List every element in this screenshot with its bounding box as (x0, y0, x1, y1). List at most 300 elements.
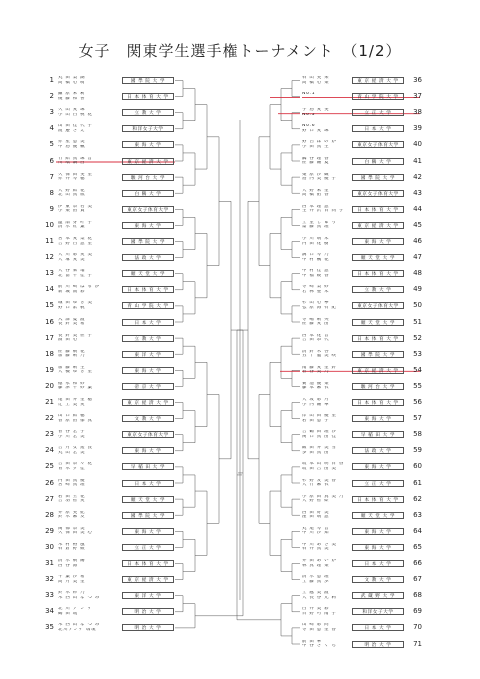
draw-number: 49 (413, 285, 422, 294)
player-name: 小 山 白 桃 花 (58, 112, 93, 117)
school-box: 立 教 大 学 (122, 109, 174, 116)
draw-number: 67 (413, 575, 422, 584)
school-box: 立 正 大 学 (122, 544, 174, 551)
draw-entry (0, 318, 480, 327)
player-name: 清 水 恵 理 (302, 575, 330, 580)
player-name: 上 越 美 波 (302, 591, 330, 596)
draw-number: 50 (413, 301, 422, 310)
player-name: 温 品 芽 叶 子 (58, 220, 93, 225)
draw-number: 71 (413, 639, 422, 648)
draw-number: 12 (45, 253, 54, 262)
player-name: 高 橋 心 菜 (302, 80, 330, 85)
player-name: 石 倉 野 綾 (58, 547, 86, 552)
draw-number: 69 (413, 607, 422, 616)
player-name: 曽 原 由 郁 真 (58, 418, 93, 423)
player-name: 小 川 萌 未 (302, 237, 330, 241)
player-pair (302, 511, 348, 520)
player-name: 木 西 山 な つ み (58, 623, 101, 628)
school-box: 青 山 学 院 大 学 (122, 302, 174, 309)
player-name: 高 橋 心 萌 (58, 80, 86, 85)
player-name: 藤 津 千 紗 葉 (58, 386, 93, 391)
player-name: 藤 本 麻 衣 (302, 386, 330, 391)
player-name: 野 口 紫 帆 (58, 305, 86, 310)
school-box: 日 本 体 育 大 学 (122, 93, 174, 100)
draw-number: 1 (49, 76, 54, 84)
player-name: 窪 田 萌 恵 (302, 515, 330, 520)
player-name: 中 谷 さ く ら (302, 644, 337, 648)
player-name: 久 保 田 実 里 (58, 172, 93, 177)
player-name: 西 谷 凛 (58, 563, 78, 568)
draw-entry (0, 350, 480, 359)
school-box: 日 本 大 学 (352, 624, 404, 631)
school-box: 東 京 経 済 大 学 (122, 158, 174, 165)
draw-number: 28 (45, 510, 54, 519)
player-name: 岩 田 恵 子 (302, 418, 330, 423)
school-box: 國 學 院 大 学 (352, 174, 404, 181)
player-name: 中 村 楓 花 (302, 257, 330, 262)
draw-entry (0, 269, 480, 278)
player-pair (302, 301, 348, 310)
draw-entry (0, 398, 480, 407)
school-box: 東 京 経 済 大 学 (122, 576, 174, 583)
school-box: 日 本 体 育 大 学 (122, 560, 174, 567)
player-name: 丸 尾 琴 音 (302, 526, 330, 531)
player-pair (302, 414, 348, 423)
draw-number: 42 (413, 172, 422, 181)
draw-number: 39 (413, 124, 422, 133)
draw-entry (0, 173, 480, 182)
draw-entry (0, 495, 480, 504)
draw-number: 9 (49, 204, 54, 213)
school-box: 東 海 大 学 (122, 222, 174, 229)
player-name: 齋 藤 真 理 (302, 225, 330, 230)
player-name: 徳 永 和 紗 (58, 381, 86, 386)
draw-entry (0, 479, 480, 488)
draw-number: 59 (413, 446, 422, 455)
player-name: 大 竹 麻 衣 (302, 483, 330, 487)
draw-entry (0, 623, 480, 632)
draw-entry (0, 124, 480, 133)
draw-number: 56 (413, 398, 422, 406)
player-name: 大 野 朱 里 (302, 188, 330, 193)
player-pair (302, 398, 348, 407)
player-pair (302, 591, 348, 600)
player-pair (302, 318, 348, 327)
player-pair (302, 140, 348, 149)
draw-number: 20 (45, 381, 54, 390)
player-pair (302, 446, 348, 455)
draw-number: 8 (49, 188, 54, 197)
draw-number: 48 (413, 269, 422, 278)
player-pair (302, 430, 348, 439)
player-name: 多 田 真 由 (302, 450, 330, 455)
player-name: 野 口 愛 珠 (302, 128, 330, 133)
draw-number: 53 (413, 349, 422, 358)
school-box: 早 稲 田 大 学 (352, 431, 404, 438)
draw-number: 37 (413, 92, 422, 101)
player-pair (302, 285, 348, 294)
player-name: 井 原 実 紀 (58, 510, 86, 515)
school-box: 駿 河 台 大 学 (352, 383, 404, 390)
school-box: 日 本 体 育 大 学 (352, 206, 404, 213)
player-name: 清 水 朝 陽 (58, 559, 86, 563)
draw-number: 14 (45, 285, 54, 294)
draw-entry (0, 189, 480, 198)
player-pair (302, 221, 348, 230)
school-box: 東京女子体育大学 (122, 206, 174, 213)
player-name: 千 葉 沙 希 (58, 575, 86, 580)
player-pair (302, 173, 348, 182)
school-box: 日 本 大 学 (122, 480, 174, 487)
player-name: 吉 羽 智 愛 (58, 499, 86, 504)
player-name: 西 本 理 恵 (302, 204, 330, 209)
player-name: 北 山 真 凪 (58, 193, 86, 198)
draw-number: 25 (45, 462, 54, 471)
player-pair (302, 237, 348, 246)
draw-number: 68 (413, 591, 422, 600)
player-name: 大 槻 ゆ き 里 (58, 370, 93, 375)
player-name: 北 川 ア ン ナ (58, 607, 93, 612)
draw-entry (0, 92, 480, 101)
draw-number: 58 (413, 430, 422, 439)
draw-number: 7 (49, 172, 54, 181)
player-name: No.1 (302, 92, 316, 97)
player-pair (302, 382, 348, 391)
draw-entry (0, 446, 480, 455)
draw-number: 19 (45, 365, 54, 374)
school-box: 青 山 学 院 大 学 (352, 93, 404, 100)
player-name: No.5 (302, 112, 316, 117)
school-box: 東 海 大 学 (122, 528, 174, 535)
school-box: 順 天 堂 大 学 (352, 319, 404, 326)
player-name: 日 野 可 南 子 (302, 611, 337, 616)
player-name: 長 鈴 美 佐 子 (58, 333, 93, 338)
school-box: 日 本 大 学 (122, 319, 174, 326)
player-name: 中 島 優 楓 (58, 144, 86, 149)
draw-number: 27 (45, 494, 54, 503)
player-name: 清 鈴 木 杏 (302, 349, 330, 354)
school-box: 日 本 体 育 大 学 (352, 399, 404, 406)
player-name: 菅 谷 美 乃 (302, 370, 330, 375)
draw-entry (0, 543, 480, 552)
school-box: 東 海 大 学 (352, 544, 404, 551)
player-name: 飯 田 井 美 雪 (302, 446, 337, 451)
player-pair (302, 124, 348, 133)
player-name: 木 西 山 な つ み (58, 595, 101, 600)
player-name: 林 真 理 菜 (302, 563, 330, 568)
school-box: 東京女子体育大学 (352, 141, 404, 148)
draw-number: 21 (45, 398, 54, 406)
player-name: 赤 星 恵 美 (58, 140, 86, 145)
draw-number: 4 (49, 124, 54, 133)
school-box: 明 治 大 学 (122, 608, 174, 615)
draw-number: 34 (45, 607, 54, 616)
draw-number: 11 (45, 237, 54, 245)
draw-entry (0, 301, 480, 310)
player-name: 吉 田 奈 々 花 (58, 462, 93, 467)
player-pair (302, 189, 348, 198)
school-box: 東京女子体育大学 (122, 431, 174, 438)
draw-entry (0, 76, 480, 85)
player-name: 弘 原 海 有 紀 (302, 305, 337, 310)
player-name: 井 田 あ い か (302, 559, 337, 563)
player-pair (302, 76, 348, 85)
player-name: 山 口 結 穂 (58, 414, 86, 419)
school-box: 東 洋 大 学 (122, 592, 174, 599)
school-box: 東 京 経 済 大 学 (352, 222, 404, 229)
player-name: 中 川 沙 知 (302, 531, 330, 536)
player-name: 石 井 真 美 (302, 547, 330, 552)
player-pair (302, 575, 348, 584)
draw-number: 24 (45, 446, 54, 455)
draw-entry (0, 334, 480, 343)
player-pair (302, 366, 348, 375)
school-box: 日 本 体 育 大 学 (352, 496, 404, 503)
school-box: 順 天 堂 大 学 (122, 270, 174, 277)
draw-number: 35 (45, 623, 54, 632)
player-name: 辻 上 美 愛 (58, 402, 86, 407)
player-name: 高 月 美 里 (58, 579, 86, 584)
player-name: 吉 野 百 恵 里 (58, 241, 93, 246)
draw-number: 16 (45, 317, 54, 326)
player-name: 鈴 木 紗 乃 (58, 591, 86, 596)
player-name: 佐 藤 陽 夏 (302, 161, 330, 165)
player-name: 菅 谷 宏 子 (58, 430, 86, 435)
player-name: 内 田 真 優 (58, 478, 86, 483)
player-name: 木 村 裕 風 (58, 542, 86, 547)
school-box: 日 本 大 学 (352, 560, 404, 567)
player-name: 宮 崎 真 理 (58, 483, 86, 487)
draw-entry (0, 462, 480, 471)
player-pair (302, 253, 348, 262)
school-box: 東 海 大 学 (122, 447, 174, 454)
player-pair (302, 527, 348, 536)
school-box: 國 學 院 大 学 (352, 351, 404, 358)
player-name: 北川アンナ 瑞琉 (58, 627, 97, 632)
player-name: 鈴 木 麻 友 (58, 515, 86, 520)
draw-entry (0, 430, 480, 439)
draw-number: 33 (45, 591, 54, 600)
player-pair (302, 334, 348, 343)
player-name: 新 城 南 彩 (58, 289, 86, 294)
player-name: 鶴 田 琉 (58, 611, 78, 616)
player-name: 隅 谷 理 香 (302, 156, 330, 161)
school-box: 東 海 大 学 (352, 238, 404, 245)
player-name: 大 野 結 花 (58, 188, 86, 193)
school-box: 立 教 大 学 (352, 286, 404, 293)
school-box: 日 本 体 育 大 学 (352, 335, 404, 342)
draw-number: 44 (413, 204, 422, 213)
player-name: 青 木 夕 佳 (58, 466, 86, 471)
school-box: 和洋女子大学 (122, 125, 174, 132)
school-box: 立 教 大 学 (122, 335, 174, 342)
draw-number: 55 (413, 381, 422, 390)
school-box: 順 天 堂 大 学 (352, 254, 404, 261)
player-name: 大 谷 栞 瑠 (58, 269, 86, 274)
player-name: 生 井 沢 日 向 子 (302, 209, 345, 214)
draw-entry (0, 253, 480, 262)
school-box: 白 鷗 大 学 (122, 190, 174, 197)
draw-number: 46 (413, 237, 422, 245)
player-name: 尾 田 井 里 穂 (58, 398, 93, 402)
school-box: 明 治 大 学 (352, 641, 404, 648)
draw-number: 30 (45, 542, 54, 551)
draw-number: 22 (45, 414, 54, 423)
player-pair (302, 157, 348, 166)
player-name: 長 鈴 美 希 (58, 322, 86, 326)
player-name: 内 田 花 樹 (302, 241, 330, 246)
draw-number: 64 (413, 526, 422, 535)
school-box: 駿 河 台 大 学 (122, 174, 174, 181)
draw-number: 18 (45, 349, 54, 358)
school-box: 東 海 大 学 (352, 528, 404, 535)
school-box: 國 學 院 大 学 (122, 238, 174, 245)
player-name: 岡 部 奈 美 (58, 526, 86, 531)
draw-number: 6 (49, 156, 54, 165)
draw-number: 26 (45, 478, 54, 487)
draw-number: 5 (49, 140, 54, 149)
player-name: 加 藤 莉 生 (58, 365, 86, 370)
school-box: 順 天 堂 大 学 (122, 496, 174, 503)
draw-number: 23 (45, 430, 54, 439)
school-box: 國 學 院 大 学 (122, 77, 174, 84)
draw-entry (0, 527, 480, 536)
draw-number: 47 (413, 253, 422, 262)
player-name: 清 水 紅 葉 (58, 225, 86, 230)
player-pair (302, 559, 348, 568)
player-pair (302, 543, 348, 552)
player-name: 竹 結 真 珠 音 (58, 156, 93, 161)
player-name: 工 藤 真 歩 (302, 579, 330, 584)
player-name: 久 保 田 美 心 (58, 531, 93, 536)
school-box: 文 教 大 学 (122, 415, 174, 422)
player-name: 西 田 好 美 (302, 510, 330, 515)
draw-number: 40 (413, 140, 422, 149)
player-pair (302, 640, 348, 649)
player-name: 赤 井 琴 穂 (58, 177, 86, 182)
player-name: 岸 山 田 優 里 (302, 414, 337, 419)
player-name: 丸 田 梨 湖 (58, 76, 86, 80)
school-box: 帝 京 大 学 (122, 383, 174, 390)
school-box: 東 海 大 学 (122, 141, 174, 148)
player-name: 吉 月 女 遥 良 (58, 446, 93, 451)
school-box: 明 治 大 学 (122, 624, 174, 631)
player-name: 中 川 あ さ 美 (302, 542, 337, 547)
draw-number: 36 (413, 76, 422, 84)
draw-number: 17 (45, 333, 54, 342)
draw-number: 15 (45, 301, 54, 310)
draw-entry (0, 237, 480, 246)
player-name: 大 川 彩 愛 美 (58, 253, 93, 258)
player-name: 小 原 田 真 美 乃 (302, 494, 345, 499)
draw-number: 62 (413, 494, 422, 503)
player-name: 菊 池 優 菜 (302, 381, 330, 386)
player-name: 五 十 嵐 美 咲 (302, 354, 337, 359)
player-name: 城 田 ゆ き 美 (58, 301, 93, 306)
player-name: 伊 東 奈 名 美 (58, 204, 93, 209)
draw-entry (0, 575, 480, 584)
player-name: 寺 田 恵 里 香 (302, 627, 337, 632)
draw-entry (0, 157, 480, 166)
draw-number: 63 (413, 510, 422, 519)
school-box: 早 稲 田 大 学 (122, 463, 174, 470)
draw-entry (0, 414, 480, 423)
school-box: 東京女子体育大学 (352, 190, 404, 197)
draw-number: 52 (413, 333, 422, 342)
draw-number: 61 (413, 478, 422, 487)
player-name: No.6 (302, 124, 316, 129)
player-pair (302, 92, 348, 101)
player-name: 吉 鶴 田 理 沙 (302, 430, 337, 435)
player-name: 丸 山 宏 美 (58, 450, 86, 455)
draw-entry (0, 559, 480, 568)
draw-entry (0, 366, 480, 375)
player-name: 杉 野 友 美 香 (302, 478, 337, 483)
school-box: 順 天 堂 大 学 (352, 512, 404, 519)
draw-entry (0, 108, 480, 117)
player-name: 大 塚 愛 美 (58, 257, 86, 262)
player-name: 関 口 真 由 佳 (302, 434, 337, 439)
school-box: 東 海 大 学 (122, 367, 174, 374)
player-name: 前 田 華 (302, 639, 322, 644)
player-name: 溝 口 琴 乃 (302, 253, 330, 258)
player-name: 濱 田 心 (58, 338, 78, 343)
school-box: 國 學 院 大 学 (122, 512, 174, 519)
draw-entry (0, 140, 480, 149)
player-pair (302, 495, 348, 504)
school-box: 立 正 大 学 (352, 480, 404, 487)
school-box: 東 洋 大 学 (122, 351, 174, 358)
player-pair (302, 269, 348, 278)
school-box: 日 本 体 育 大 学 (122, 286, 174, 293)
player-name: 入 澤 夏 波 (58, 317, 86, 322)
player-pair (302, 205, 348, 214)
draw-entry (0, 511, 480, 520)
draw-entry (0, 591, 480, 600)
player-name: 加 藤 莉 乃 (58, 354, 86, 359)
player-name: 小 内 陽 華 (302, 402, 330, 407)
player-name: 佐 藤 愛 由 (302, 322, 330, 326)
draw-entry (0, 221, 480, 230)
draw-number: 51 (413, 317, 422, 326)
player-name: 寺 嶋 莉 央 (302, 317, 330, 322)
player-name: 杉 山 心 寧 (302, 301, 330, 306)
player-pair (302, 479, 348, 488)
draw-number: 41 (413, 156, 422, 165)
school-box: 東 海 大 学 (352, 415, 404, 422)
player-name: 後 藤 和 喜 (58, 96, 86, 101)
draw-number: 60 (413, 462, 422, 471)
player-name: 高 橋 佑 香 (302, 193, 330, 198)
player-name: 山 田 佳 代 子 (58, 124, 93, 129)
player-name: 上 里 し ゅ り (302, 220, 337, 225)
school-box: 東 京 経 済 大 学 (352, 77, 404, 84)
draw-number: 38 (413, 108, 422, 117)
draw-entry (0, 382, 480, 391)
player-pair (302, 350, 348, 359)
school-box: 法 政 大 学 (122, 254, 174, 261)
player-name: 手 島 愛 実 (302, 108, 330, 113)
draw-number: 10 (45, 220, 54, 229)
draw-entry (0, 607, 480, 616)
draw-number: 31 (45, 559, 54, 567)
draw-number: 57 (413, 414, 422, 423)
player-pair (302, 462, 348, 471)
player-name: 前 川 崎 は る か (58, 285, 101, 290)
draw-number: 70 (413, 623, 422, 632)
draw-number: 2 (49, 92, 54, 101)
player-name: 西 本 花 音 (302, 333, 330, 338)
